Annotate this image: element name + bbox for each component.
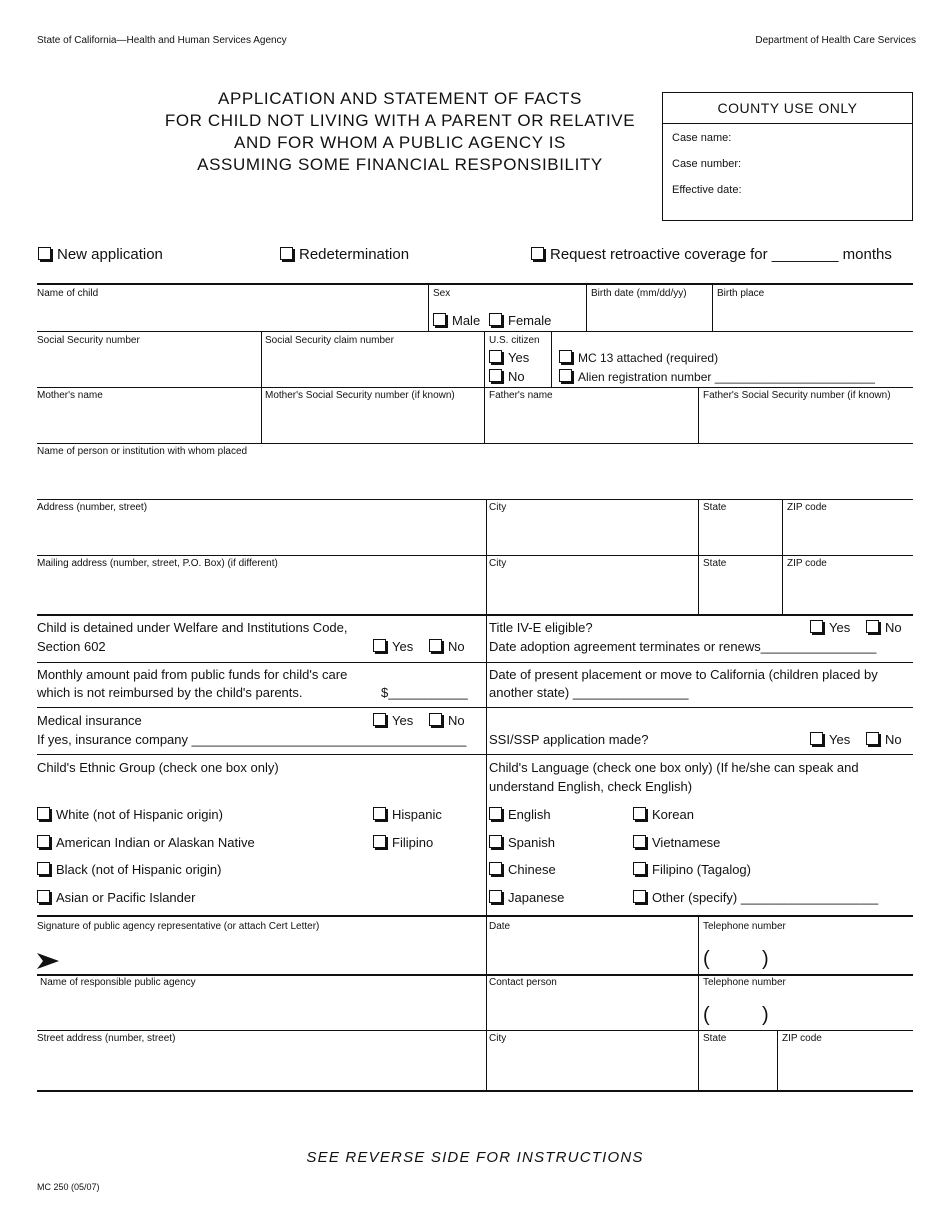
checkbox[interactable]	[429, 713, 442, 726]
contact-person-label: Contact person	[489, 977, 557, 988]
title-ive-question: Title IV-E eligible?	[489, 620, 593, 635]
agency-zip-label: ZIP code	[782, 1033, 822, 1044]
checkbox[interactable]	[489, 313, 502, 326]
checkbox[interactable]	[810, 620, 823, 633]
divider	[37, 662, 913, 663]
language-filipino-option[interactable]: Filipino (Tagalog)	[633, 862, 751, 877]
mailing-zip-label: ZIP code	[787, 558, 827, 569]
us-citizen-label: U.S. citizen	[489, 335, 540, 346]
city-label: City	[489, 502, 507, 513]
language-chinese-option[interactable]: Chinese	[489, 862, 556, 877]
area-code-close-paren: )	[762, 948, 769, 970]
adoption-date-field: Date adoption agreement terminates or renews________________	[489, 639, 877, 654]
checkbox[interactable]	[373, 639, 386, 652]
checkbox[interactable]	[373, 807, 386, 820]
female-option[interactable]: Female	[489, 313, 551, 328]
language-other-option[interactable]: Other (specify) ___________________	[633, 890, 878, 905]
divider	[698, 387, 699, 443]
language-spanish-option[interactable]: Spanish	[489, 835, 555, 850]
ethnic-group-title: Child's Ethnic Group (check one box only)	[37, 760, 279, 775]
title-ive-no-option[interactable]: No	[866, 620, 902, 635]
medical-no-option[interactable]: No	[429, 713, 465, 728]
mailing-state-label: State	[703, 558, 727, 569]
case-name-label: Case name:	[672, 132, 732, 144]
divider	[37, 915, 913, 917]
divider	[37, 614, 913, 616]
divider	[428, 284, 429, 331]
divider	[37, 1090, 913, 1092]
ethnic-american-indian-option[interactable]: American Indian or Alaskan Native	[37, 835, 255, 850]
detained-yes-option[interactable]: Yes	[373, 639, 413, 654]
checkbox[interactable]	[373, 835, 386, 848]
divider	[37, 387, 913, 388]
checkbox[interactable]	[531, 247, 544, 260]
medical-yes-option[interactable]: Yes	[373, 713, 413, 728]
checkbox[interactable]	[866, 732, 879, 745]
monthly-amount-line-2: which is not reimbursed by the child's parents.	[37, 685, 303, 700]
ethnic-filipino-option[interactable]: Filipino	[373, 835, 433, 850]
new-application-option[interactable]: New application	[38, 246, 163, 263]
divider	[782, 499, 783, 614]
sex-label: Sex	[433, 288, 451, 299]
ssn-label: Social Security number	[37, 335, 140, 346]
form-title-line-4: ASSUMING SOME FINANCIAL RESPONSIBILITY	[197, 155, 603, 174]
checkbox[interactable]	[559, 369, 572, 382]
mothers-name-label: Mother's name	[37, 390, 103, 401]
language-title-line-1: Child's Language (check one box only) (If he/she can speak and	[489, 760, 859, 775]
citizen-yes-option[interactable]: Yes	[489, 350, 529, 365]
checkbox[interactable]	[280, 247, 293, 260]
county-use-only-box	[662, 92, 913, 221]
checkbox[interactable]	[489, 862, 502, 875]
contact-telephone-label: Telephone number	[703, 977, 786, 988]
form-title-line-2: FOR CHILD NOT LIVING WITH A PARENT OR RELATIVE	[164, 111, 636, 130]
date-label: Date	[489, 921, 511, 932]
divider	[484, 387, 485, 443]
checkbox[interactable]	[633, 807, 646, 820]
checkbox[interactable]	[37, 835, 50, 848]
language-english-option[interactable]: English	[489, 807, 551, 822]
checkbox[interactable]	[559, 350, 572, 363]
checkbox[interactable]	[489, 835, 502, 848]
agency-name-label: Name of responsible public agency	[40, 977, 196, 988]
divider	[37, 331, 913, 332]
placed-with-label: Name of person or institution with whom placed	[37, 446, 248, 457]
checkbox[interactable]	[633, 890, 646, 903]
ethnic-white-option[interactable]: White (not of Hispanic origin)	[37, 807, 223, 822]
checkbox[interactable]	[489, 369, 502, 382]
retroactive-coverage-option[interactable]: Request retroactive coverage for ________ months	[531, 246, 892, 263]
divider	[37, 283, 913, 285]
contact-area-code-close-paren: )	[762, 1004, 769, 1026]
medical-insurance-question: Medical insurance	[37, 713, 142, 728]
state-label: State	[703, 502, 727, 513]
ssi-question: SSI/SSP application made?	[489, 732, 649, 747]
agency-header: State of California—Health and Human Services Agency	[37, 35, 287, 46]
checkbox[interactable]	[433, 313, 446, 326]
birth-place-label: Birth place	[717, 288, 765, 299]
divider	[261, 331, 262, 387]
insurance-company-field: If yes, insurance company ______________________________________	[37, 732, 467, 747]
present-placement-line-1: Date of present placement or move to California (children placed by	[489, 667, 878, 682]
checkbox[interactable]	[633, 835, 646, 848]
divider	[484, 331, 485, 387]
contact-area-code-open-paren: (	[703, 1004, 710, 1026]
present-placement-line-2: another state) ________________	[489, 685, 689, 700]
county-use-only-title: COUNTY USE ONLY	[663, 93, 912, 124]
language-korean-option[interactable]: Korean	[633, 807, 694, 822]
language-title-line-2: understand English, check English)	[489, 779, 693, 794]
divider	[37, 707, 913, 708]
form-title-line-3: AND FOR WHOM A PUBLIC AGENCY IS	[234, 133, 566, 152]
mothers-ssn-label: Mother's Social Security number (if known)	[265, 390, 455, 401]
monthly-amount-line-1: Monthly amount paid from public funds for child's care	[37, 667, 348, 682]
detained-no-option[interactable]: No	[429, 639, 465, 654]
ethnic-asian-option[interactable]: Asian or Pacific Islander	[37, 890, 195, 905]
checkbox[interactable]	[38, 247, 51, 260]
divider	[698, 499, 699, 614]
signature-arrow-icon	[37, 953, 59, 974]
name-of-child-label: Name of child	[37, 288, 99, 299]
checkbox[interactable]	[489, 350, 502, 363]
divider	[698, 916, 699, 1090]
fathers-ssn-label: Father's Social Security number (if known)	[703, 390, 891, 401]
agency-state-label: State	[703, 1033, 727, 1044]
language-japanese-option[interactable]: Japanese	[489, 890, 564, 905]
agency-city-label: City	[489, 1033, 507, 1044]
effective-date-label: Effective date:	[672, 184, 742, 196]
divider	[712, 284, 713, 331]
checkbox[interactable]	[633, 862, 646, 875]
divider	[37, 754, 913, 755]
fathers-name-label: Father's name	[489, 390, 553, 401]
language-vietnamese-option[interactable]: Vietnamese	[633, 835, 720, 850]
checkbox[interactable]	[429, 639, 442, 652]
telephone-label: Telephone number	[703, 921, 786, 932]
mailing-city-label: City	[489, 558, 507, 569]
address-label: Address (number, street)	[37, 502, 148, 513]
checkbox[interactable]	[373, 713, 386, 726]
birth-date-label: Birth date (mm/dd/yy)	[591, 288, 687, 299]
divider	[37, 443, 913, 444]
divider	[586, 284, 587, 331]
divider	[37, 1030, 913, 1031]
signature-label: Signature of public agency representative (or attach Cert Letter)	[37, 921, 320, 932]
redetermination-option[interactable]: Redetermination	[280, 246, 409, 263]
detained-question-line-2: Section 602	[37, 639, 106, 654]
ethnic-black-option[interactable]: Black (not of Hispanic origin)	[37, 862, 221, 877]
checkbox[interactable]	[489, 890, 502, 903]
form-number: MC 250 (05/07)	[37, 1182, 100, 1192]
detained-question-line-1: Child is detained under Welfare and Institutions Code,	[37, 620, 348, 635]
alien-registration-option[interactable]: Alien registration number ________________________	[559, 369, 875, 384]
divider	[261, 387, 262, 443]
male-option[interactable]: Male	[433, 313, 480, 328]
checkbox[interactable]	[866, 620, 879, 633]
checkbox[interactable]	[37, 807, 50, 820]
monthly-amount-field: $___________	[381, 685, 468, 700]
checkbox[interactable]	[37, 862, 50, 875]
citizen-no-option[interactable]: No	[489, 369, 525, 384]
checkbox[interactable]	[489, 807, 502, 820]
divider	[37, 974, 913, 976]
divider	[777, 1030, 778, 1090]
ss-claim-label: Social Security claim number	[265, 335, 394, 346]
case-number-label: Case number:	[672, 158, 742, 170]
area-code-open-paren: (	[703, 948, 710, 970]
divider	[486, 916, 487, 1090]
department-header: Department of Health Care Services	[755, 35, 916, 46]
divider	[551, 331, 552, 387]
title-ive-yes-option[interactable]: Yes	[810, 620, 850, 635]
divider	[486, 499, 487, 614]
ssi-no-option[interactable]: No	[866, 732, 902, 747]
street-address-label: Street address (number, street)	[37, 1033, 176, 1044]
reverse-side-instructions: SEE REVERSE SIDE FOR INSTRUCTIONS	[306, 1149, 644, 1166]
checkbox[interactable]	[37, 890, 50, 903]
checkbox[interactable]	[810, 732, 823, 745]
form-title-line-1: APPLICATION AND STATEMENT OF FACTS	[218, 89, 582, 108]
divider	[486, 614, 487, 915]
mailing-address-label: Mailing address (number, street, P.O. Box) (if different)	[37, 558, 278, 569]
ethnic-hispanic-option[interactable]: Hispanic	[373, 807, 442, 822]
zip-label: ZIP code	[787, 502, 827, 513]
mc13-option[interactable]: MC 13 attached (required)	[559, 350, 718, 365]
ssi-yes-option[interactable]: Yes	[810, 732, 850, 747]
